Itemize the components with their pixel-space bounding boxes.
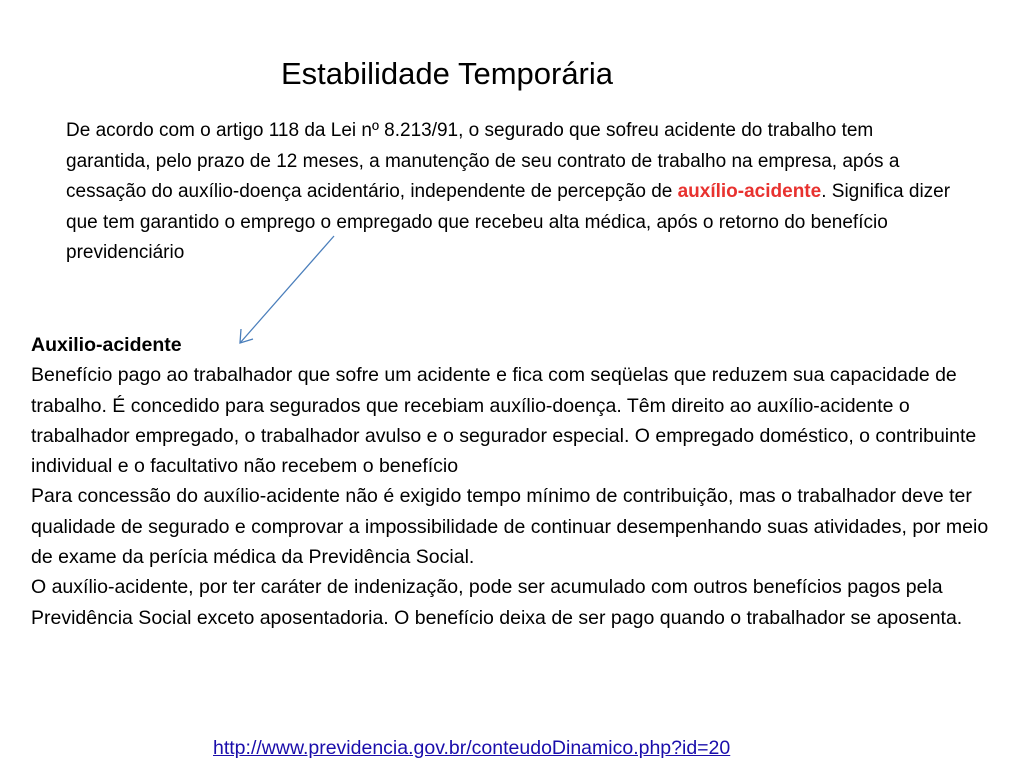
intro-paragraph <box>66 116 956 269</box>
section-heading: Auxilio-acidente <box>31 334 182 356</box>
intro-highlight: auxílio-acidente <box>677 181 822 202</box>
intro-text-after: . Significa dizer que tem garantido o emprego o empregado que recebeu alta médica, após o retorno do benefício previdenciário <box>66 181 951 263</box>
intro-text-before: De acordo com o artigo 118 da Lei nº 8.213/91, o segurado que sofreu acidente do trabalho tem garantida, pelo prazo de 12 meses, a manutenção de seu contrato de trabalho na empresa, após a cessação do auxílio-doença acidentário, independente de percepção de <box>66 120 900 202</box>
section-paragraph-3: O auxílio-acidente, por ter caráter de indenização, pode ser acumulado com outros benefícios pagos pela Previdência Social exceto aposentadoria. O benefício deixa de ser pago quando o trabalhador se aposenta. <box>31 576 963 629</box>
auxilio-section <box>31 330 991 633</box>
source-link[interactable]: http://www.previdencia.gov.br/conteudoDinamico.php?id=20 <box>213 737 731 759</box>
section-paragraph-1: Benefício pago ao trabalhador que sofre um acidente e fica com seqüelas que reduzem sua capacidade de trabalho. É concedido para segurados que recebiam auxílio-doença. Têm direito ao auxílio-acidente o trabalhador empregado, o trabalhador avulso e o segurador especial. O empregado doméstico, o contribuinte individual e o facultativo não recebem o benefício <box>31 364 977 478</box>
slide-title: Estabilidade Temporária <box>281 56 614 91</box>
section-paragraph-2: Para concessão do auxílio-acidente não é exigido tempo mínimo de contribuição, mas o trabalhador deve ter qualidade de segurado e comprovar a impossibilidade de continuar desempenhando suas atividades, por meio de exame da perícia médica da Previdência Social. <box>31 485 989 569</box>
